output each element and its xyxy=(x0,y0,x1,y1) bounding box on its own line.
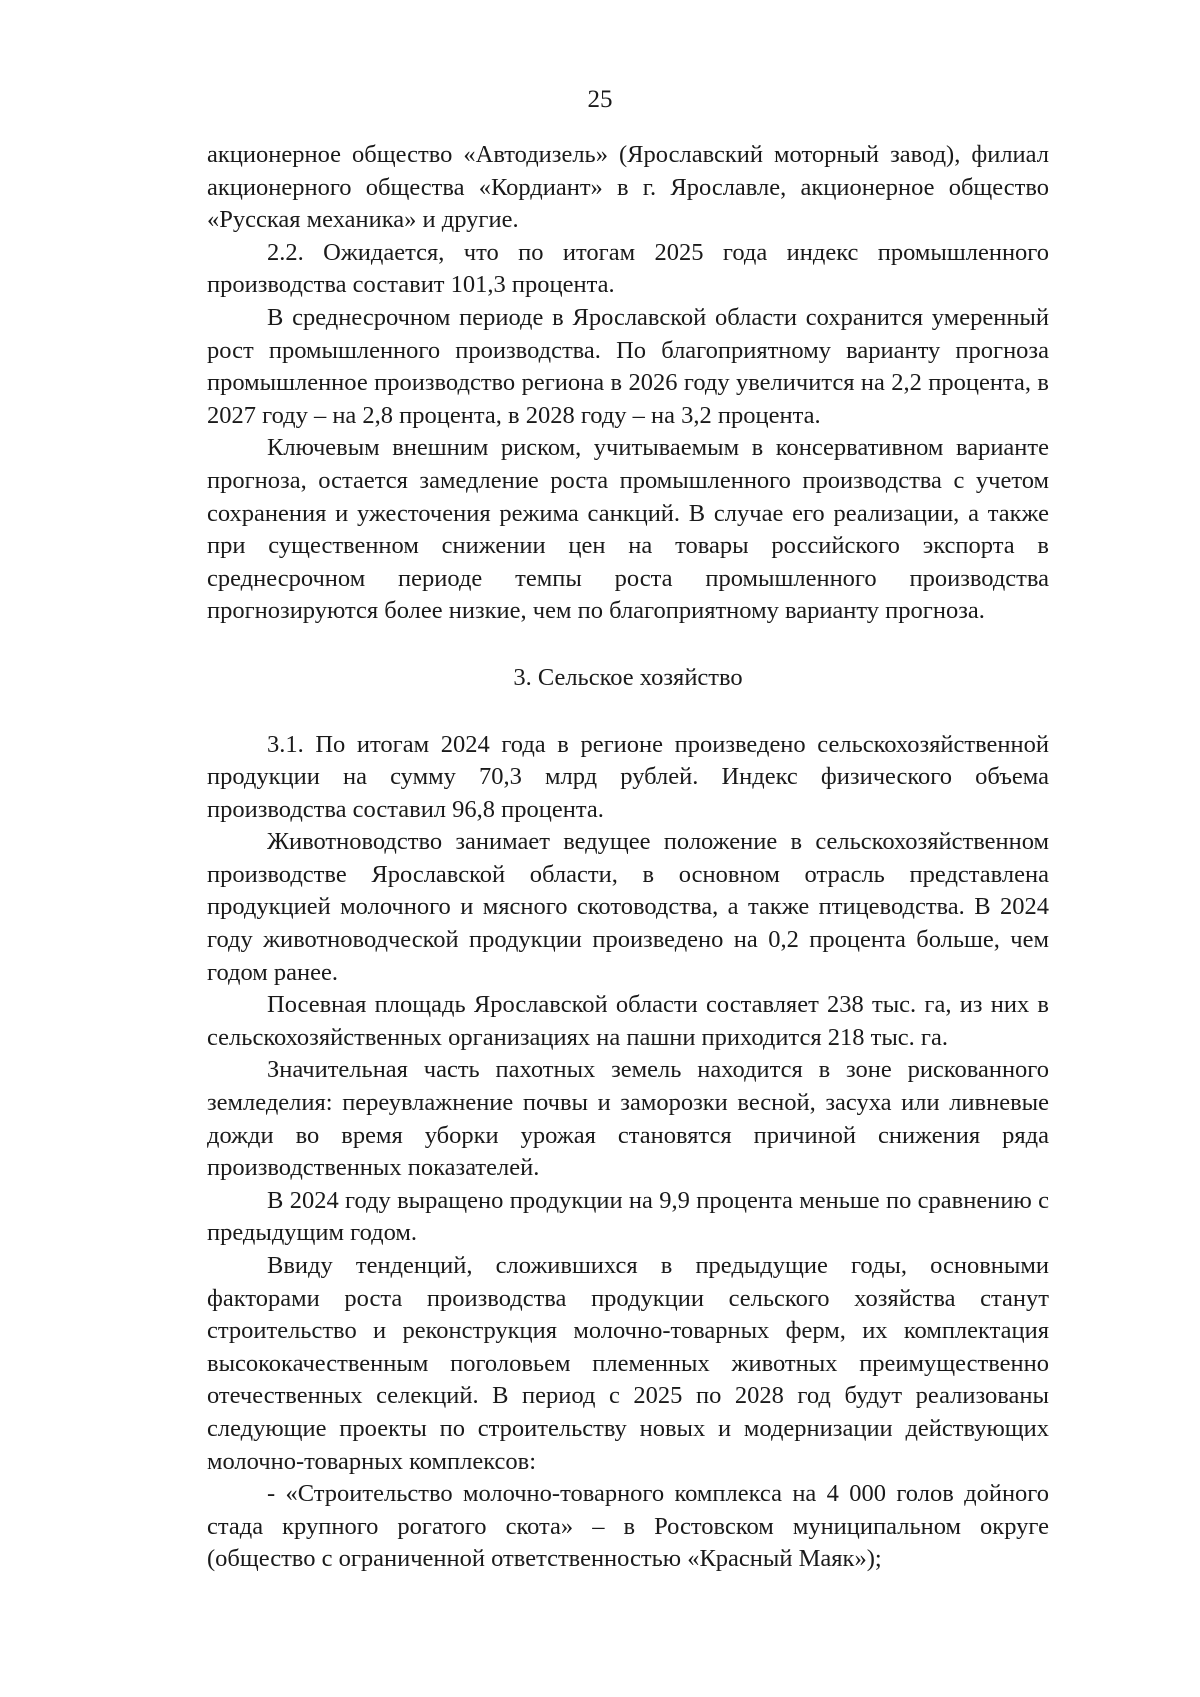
paragraph-sown-area: Посевная площадь Ярославской области составляет 238 тыс. га, из них в сельскохозяйственных организациях на пашни приходится 218 тыс. га. xyxy=(207,991,1049,1051)
paragraph-risky-farming: Значительная часть пахотных земель находится в зоне рискованного земледелия: переувлажнение почвы и заморозки весной, засуха или ливневые дожди во время уборки урожая становятся причиной снижения ряда производственных показателей. xyxy=(207,1056,1049,1182)
paragraph-livestock: Животноводство занимает ведущее положение в сельскохозяйственном производстве Ярославской области, в основном отрасль представлена продукцией молочного и мясного скотоводства, а также птицеводства. В 2024 году животноводческой продукции произведено на 0,2 процента больше, чем годом ранее. xyxy=(207,828,1049,986)
paragraph-growth-factors: Ввиду тенденций, сложившихся в предыдущие годы, основными факторами роста производства продукции сельского хозяйства станут строительство и реконструкция молочно-товарных ферм, их комплектация высококачественным поголовьем племенных животных преимущественно отечественных селекций. В период с 2025 по 2028 год будут реализованы следующие проекты по строительству новых и модернизации действующих молочно-товарных комплексов: xyxy=(207,1252,1049,1475)
list-item-project: - «Строительство молочно-товарного комплекса на 4 000 голов дойного стада крупного рогатого скота» – в Ростовском муниципальном округе (общество с ограниченной ответственностью «Красный Маяк»); xyxy=(207,1480,1049,1573)
paragraph-continuation: акционерное общество «Автодизель» (Ярославский моторный завод), филиал акционерного общества «Кордиант» в г. Ярославле, акционерное общество «Русская механика» и другие. xyxy=(207,141,1049,234)
page-number: 25 xyxy=(587,86,613,113)
document-body xyxy=(207,139,1049,1576)
paragraph-key-risk: Ключевым внешним риском, учитываемым в консервативном варианте прогноза, остается замедление роста промышленного производства с учетом сохранения и ужесточения режима санкций. В случае его реализации, а также при существенном снижении цен на товары российского экспорта в среднесрочном периоде темпы роста промышленного производства прогнозируются более низкие, чем по благоприятному варианту прогноза. xyxy=(207,434,1049,625)
section-title-agriculture: 3. Сельское хозяйство xyxy=(513,663,743,691)
paragraph-3-1: 3.1. По итогам 2024 года в регионе произведено сельскохозяйственной продукции на сумму 70,3 млрд рублей. Индекс физического объема производства составил 96,8 процента. xyxy=(207,730,1049,823)
paragraph-2-2: 2.2. Ожидается, что по итогам 2025 года индекс промышленного производства составит 101,3 процента. xyxy=(207,238,1049,299)
paragraph-crop-output: В 2024 году выращено продукции на 9,9 процента меньше по сравнению с предыдущим годом. xyxy=(207,1186,1049,1247)
paragraph-medium-term-growth: В среднесрочном периоде в Ярославской области сохранится умеренный рост промышленного производства. По благоприятному варианту прогноза промышленное производство региона в 2026 году увеличится на 2,2 процента, в 2027 году – на 2,8 процента, в 2028 году – на 3,2 процента. xyxy=(207,303,1049,429)
